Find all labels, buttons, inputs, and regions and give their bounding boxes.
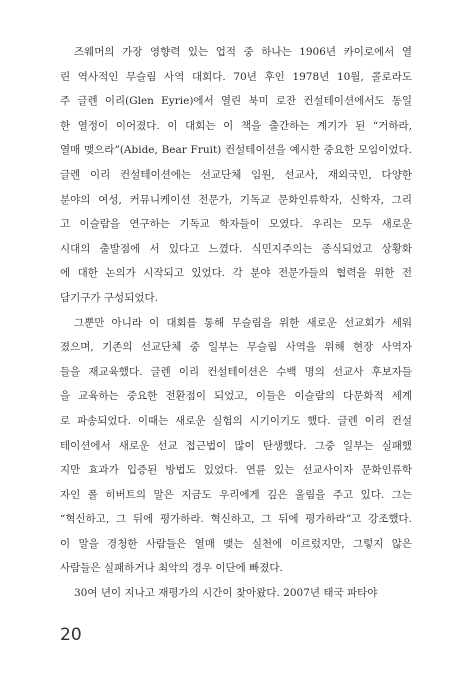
text-line: 자인 폴 히버트의 말은 지금도 우리에게 깊은 울림을 주고 있다. 그는: [60, 488, 412, 501]
text-line: 한 열정이 이어졌다. 이 대회는 이 책을 출간하는 계기가 된 “거하라,: [60, 119, 412, 132]
paragraph: [60, 311, 412, 582]
text-line: 글렌 이리 컨설테이션에는 선교단체 임원, 선교사, 재외국민, 다양한: [60, 168, 412, 181]
text-line: 분야의 여성, 커뮤니케이션 전문가, 기독교 문화인류학자, 신학자, 그리: [60, 193, 412, 206]
text-line: 에 대한 논의가 시작되고 있었다. 각 분야 전문가들의 협력을 위한 전: [60, 267, 412, 280]
text-line: 사람들은 실패하거나 최악의 경우 이단에 빠졌다.: [60, 562, 283, 575]
text-line: 즈웨머의 가장 영향력 있는 업적 중 하나는 1906년 카이로에서 열: [74, 46, 412, 58]
text-line: 고 이슬람을 연구하는 기독교 학자들이 모였다. 우리는 모두 새로운: [60, 218, 412, 231]
text-line: 이 말을 경청한 사람들은 열매 맺는 실천에 이르렀지만, 그렇지 않은: [60, 537, 412, 550]
text-line: 지만 효과가 입증된 방법도 있었다. 연륜 있는 선교사이자 문화인류학: [60, 464, 412, 477]
text-line: 그뿐만 아니라 이 대회를 통해 무슬림을 위한 새로운 선교회가 세워: [74, 316, 412, 329]
text-line: 30여 년이 지나고 재평가의 시간이 찾아왔다. 2007년 태국 파타야: [74, 587, 378, 600]
page-number: 20: [60, 625, 82, 645]
paragraph: [60, 581, 412, 606]
body-text: [60, 40, 412, 606]
text-line: 들을 재교육했다. 글렌 이리 컨설테이션은 수백 명의 선교사 후보자들: [60, 365, 412, 378]
paragraph: [60, 40, 412, 311]
text-line: 시대의 출발점에 서 있다고 느꼈다. 식민지주의는 종식되었고 상황화: [60, 242, 412, 255]
text-line: 테이션에서 새로운 선교 접근법이 많이 탄생했다. 그중 일부는 실패했: [60, 439, 412, 452]
text-line: “혁신하고, 그 뒤에 평가하라. 혁신하고, 그 뒤에 평가하라”고 강조했다.: [60, 513, 412, 526]
text-line: 주 글렌 이리(Glen Eyrie)에서 열린 북미 로잔 컨설테이션에서도 동일: [60, 95, 412, 108]
text-line: 열매 맺으라”(Abide, Bear Fruit) 컨설테이션을 예시한 중요한 모임이었다.: [60, 144, 412, 157]
text-line: 담기구가 구성되었다.: [60, 291, 158, 304]
text-line: 린 역사적인 무슬림 사역 대회다. 70년 후인 1978년 10월, 콜로라도: [60, 70, 412, 83]
text-line: 을 교육하는 중요한 전환점이 되었고, 이들은 이슬람의 다문화적 세계: [60, 390, 412, 403]
text-line: 졌으며, 기존의 선교단체 중 일부는 무슬림 사역을 위해 현장 사역자: [60, 341, 412, 354]
text-line: 로 파송되었다. 이때는 새로운 실험의 시기이기도 했다. 글렌 이리 컨설: [60, 414, 412, 427]
